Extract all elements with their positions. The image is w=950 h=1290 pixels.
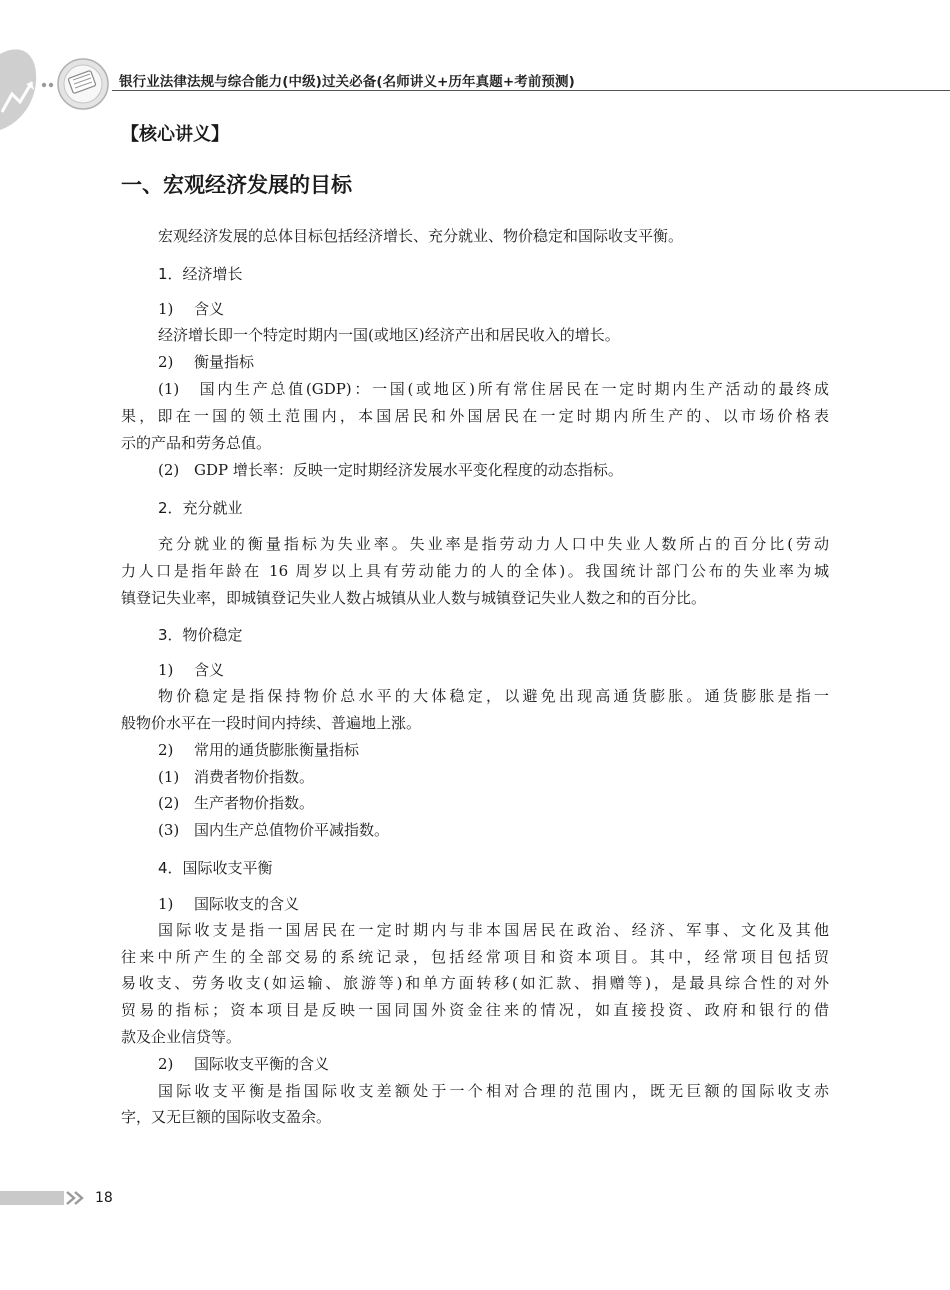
page-number: 18 xyxy=(95,1190,113,1206)
list-item xyxy=(158,894,299,914)
item-number: (1) xyxy=(158,768,180,786)
list-item xyxy=(158,740,359,760)
footer-bar xyxy=(0,1191,64,1205)
item-text: 生产者物价指数。 xyxy=(194,794,315,812)
item-number: 2) xyxy=(158,353,174,371)
item-label: 含义 xyxy=(194,300,225,318)
item-number: (2) xyxy=(158,461,180,479)
section-tag: 【核心讲义】 xyxy=(121,124,229,145)
list-item xyxy=(158,793,314,813)
paragraph-line: 镇登记失业率，即城镇登记失业人数占城镇从业人数与城镇登记失业人数之和的百分比。 xyxy=(121,589,707,607)
list-item xyxy=(158,767,314,787)
list-item xyxy=(158,299,224,319)
paragraph-line: 国际收支平衡是指国际收支差额处于一个相对合理的范围内，既无巨额的国际收支赤 xyxy=(158,1082,829,1100)
paragraph-line: 往来中所产生的全部交易的系统记录，包括经常项目和资本项目。其中，经常项目包括贸 xyxy=(121,948,829,966)
item-number: (3) xyxy=(158,821,180,839)
paragraph-line: 款及企业信贷等。 xyxy=(121,1028,242,1046)
paragraph-line: 示的产品和劳务总值。 xyxy=(121,434,272,452)
running-header-title: 银行业法律法规与综合能力(中级)过关必备(名师讲义+历年真题+考前预测) xyxy=(119,74,575,90)
item-label: 衡量指标 xyxy=(194,353,255,371)
subheading-full-employment: 2．充分就业 xyxy=(158,499,243,517)
list-item xyxy=(158,352,254,372)
item-text: 消费者物价指数。 xyxy=(194,768,315,786)
item-number: 1) xyxy=(158,661,174,679)
paragraph-line: 充分就业的衡量指标为失业率。失业率是指劳动力人口中失业人数所占的百分比(劳动 xyxy=(158,535,829,553)
paragraph-line: 经济增长即一个特定时期内一国(或地区)经济产出和居民收入的增长。 xyxy=(158,326,620,344)
subheading-balance-of-payments: 4．国际收支平衡 xyxy=(158,859,273,877)
item-text: GDP 增长率：反映一定时期经济发展水平变化程度的动态指标。 xyxy=(194,461,623,479)
paragraph-line: 物价稳定是指保持物价总水平的大体稳定，以避免出现高通货膨胀。通货膨胀是指一 xyxy=(158,687,829,705)
subheading-economic-growth: 1．经济增长 xyxy=(158,265,243,283)
list-item xyxy=(158,460,623,480)
item-text: 国内生产总值物价平减指数。 xyxy=(194,821,390,839)
item-label: 含义 xyxy=(194,661,225,679)
list-item xyxy=(158,660,224,680)
paragraph-line: 果，即在一国的领土范围内，本国居民和外国居民在一定时期内所生产的、以市场价格表 xyxy=(121,407,829,425)
paragraph-line: 般物价水平在一段时间内持续、普遍地上涨。 xyxy=(121,714,422,732)
page-heading: 一、宏观经济发展的目标 xyxy=(121,173,352,197)
subheading-price-stability: 3．物价稳定 xyxy=(158,626,243,644)
paragraph-line: 贸易的指标；资本项目是反映一国同国外资金往来的情况，如直接投资、政府和银行的借 xyxy=(121,1001,829,1019)
item-label: 国际收支平衡的含义 xyxy=(194,1055,330,1073)
book-arrow-icon xyxy=(0,42,112,132)
item-number: 1) xyxy=(158,895,174,913)
item-number: 2) xyxy=(158,1055,174,1073)
list-item xyxy=(158,1054,329,1074)
paragraph-line: 力人口是指年龄在 16 周岁以上具有劳动能力的人的全体)。我国统计部门公布的失业率为城 xyxy=(121,562,829,580)
double-chevron-right-icon xyxy=(64,1189,88,1207)
paragraph-line: 国际收支是指一国居民在一定时期内与非本国居民在政治、经济、军事、文化及其他 xyxy=(158,921,829,939)
item-label: 国际收支的含义 xyxy=(194,895,300,913)
intro-paragraph: 宏观经济发展的总体目标包括经济增长、充分就业、物价稳定和国际收支平衡。 xyxy=(158,227,684,245)
list-item xyxy=(158,820,389,840)
paragraph-line: 字，又无巨额的国际收支盈余。 xyxy=(121,1108,332,1126)
paragraph-line: (1) 国内生产总值(GDP)：一国(或地区)所有常住居民在一定时期内生产活动的最终成 xyxy=(158,380,829,398)
item-number: 2) xyxy=(158,741,174,759)
header-rule xyxy=(112,90,950,91)
item-number: 1) xyxy=(158,300,174,318)
item-label: 常用的通货膨胀衡量指标 xyxy=(194,741,360,759)
item-number: (2) xyxy=(158,794,180,812)
paragraph-line: 易收支、劳务收支(如运输、旅游等)和单方面转移(如汇款、捐赠等)，是最具综合性的对外 xyxy=(121,974,829,992)
